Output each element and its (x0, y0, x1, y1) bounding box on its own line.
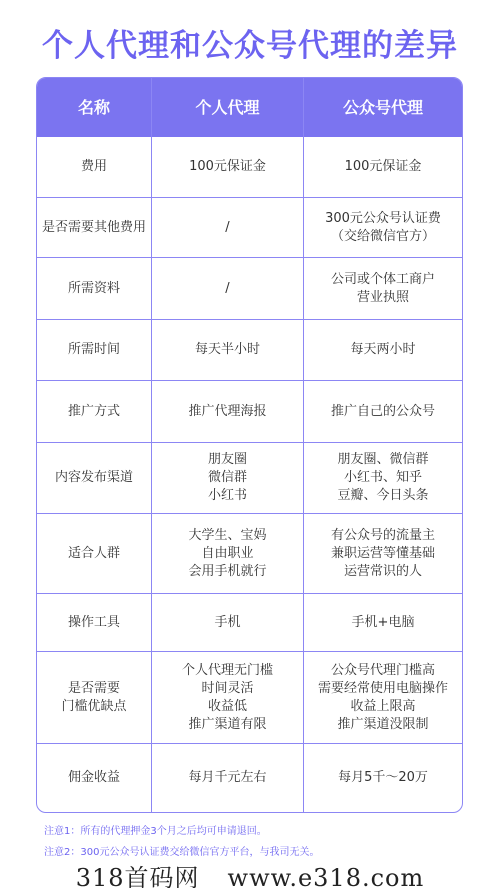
cell-line: 佣金收益 (67, 770, 120, 785)
cell-line: 费用 (80, 159, 107, 174)
official-account-agent-cell (304, 198, 462, 257)
cell-line: 300元公众号认证费 (325, 210, 441, 226)
page-title: 个人代理和公众号代理的差异 (42, 28, 458, 64)
cell-line: 操作工具 (67, 614, 120, 630)
table-row (37, 137, 462, 197)
official-account-agent-cell (304, 594, 462, 651)
row-label-cell (37, 320, 152, 380)
comparison-table (36, 77, 463, 813)
official-account-agent-cell (304, 137, 462, 197)
cell-line: 自由职业 (201, 545, 254, 561)
personal-agent-cell (152, 594, 304, 651)
official-account-agent-cell (304, 514, 462, 593)
row-label-cell (37, 258, 152, 319)
personal-agent-cell (152, 258, 304, 319)
cell-line: 手机 (214, 614, 241, 630)
watermark-left: 318首码网 (75, 864, 200, 888)
table-body (37, 137, 462, 812)
cell-line: 所需时间 (67, 342, 120, 357)
row-label-cell (37, 198, 152, 257)
row-label-cell (37, 137, 152, 197)
row-label-cell (37, 381, 152, 442)
cell-line: 是否需要其他费用 (41, 219, 146, 235)
table-row (37, 197, 462, 257)
cell-line: 朋友圈、微信群 (337, 452, 429, 467)
personal-agent-cell (152, 443, 304, 513)
table-row (37, 743, 462, 812)
cell-line: 100元保证金 (344, 159, 422, 174)
cell-line: 兼职运营等懂基础 (330, 545, 435, 561)
cell-line: 会用手机就行 (188, 563, 267, 579)
cell-line: 每月5千～20万 (338, 770, 428, 785)
cell-line: （交给微信官方） (330, 228, 435, 244)
personal-agent-cell (152, 137, 304, 197)
table-row (37, 319, 462, 380)
cell-line: 每月千元左右 (188, 770, 267, 785)
table-row (37, 380, 462, 442)
cell-line: / (225, 219, 230, 235)
personal-agent-cell (152, 652, 304, 743)
table-row (37, 442, 462, 513)
cell-line: 有公众号的流量主 (330, 527, 435, 543)
cell-line: 是否需要 (67, 680, 120, 696)
cell-line: 每天两小时 (350, 342, 416, 357)
cell-line: 推广渠道没限制 (337, 716, 429, 732)
table-row (37, 513, 462, 593)
official-account-agent-cell (304, 443, 462, 513)
row-label-cell (37, 514, 152, 593)
official-account-agent-cell (304, 381, 462, 442)
note-1: 注意1：所有的代理押金3个月之后均可申请退回。 (44, 826, 267, 837)
cell-line: 所需资料 (67, 280, 120, 296)
header-cell-official: 公众号代理 (342, 97, 423, 117)
official-account-agent-cell (304, 652, 462, 743)
personal-agent-cell (152, 381, 304, 442)
cell-line: 适合人群 (67, 545, 120, 561)
cell-line: 大学生、宝妈 (188, 527, 267, 543)
watermark-right: www.e318.com (227, 864, 425, 888)
table-row (37, 257, 462, 319)
header-cell-name: 名称 (37, 78, 152, 137)
cell-line: 手机+电脑 (351, 614, 415, 630)
official-account-agent-cell (304, 258, 462, 319)
cell-line: / (225, 280, 230, 296)
cell-line: 微信群 (207, 470, 247, 485)
cell-line: 门槛优缺点 (61, 698, 127, 714)
personal-agent-cell (152, 744, 304, 812)
cell-line: 公司或个体工商户 (330, 271, 435, 287)
table-row (37, 651, 462, 743)
personal-agent-cell (152, 198, 304, 257)
table-header-row (37, 78, 462, 137)
cell-line: 内容发布渠道 (54, 470, 133, 485)
cell-line: 豆瓣、今日头条 (337, 488, 429, 503)
official-account-agent-cell (304, 744, 462, 812)
cell-line: 100元保证金 (189, 159, 266, 174)
row-label-cell (37, 594, 152, 651)
watermark (0, 858, 500, 888)
row-label-cell (37, 744, 152, 812)
cell-line: 推广自己的公众号 (330, 403, 435, 419)
cell-line: 推广渠道有限 (188, 716, 267, 732)
cell-line: 个人代理无门槛 (181, 662, 273, 678)
official-account-agent-cell (304, 320, 462, 380)
cell-line: 运营常识的人 (343, 563, 422, 579)
cell-line: 推广代理海报 (188, 403, 267, 419)
cell-line: 收益低 (207, 698, 247, 714)
header-cell-personal: 个人代理 (152, 78, 304, 137)
row-label-cell (37, 443, 152, 513)
cell-line: 收益上限高 (350, 698, 416, 714)
row-label-cell (37, 652, 152, 743)
note-2: 注意2：300元公众号认证费交给微信官方平台，与我司无关。 (44, 847, 320, 858)
cell-line: 每天半小时 (194, 342, 260, 357)
cell-line: 时间灵活 (201, 680, 254, 696)
cell-line: 小红书、知乎 (343, 470, 422, 485)
personal-agent-cell (152, 320, 304, 380)
personal-agent-cell (152, 514, 304, 593)
cell-line: 营业执照 (356, 289, 409, 305)
cell-line: 需要经常使用电脑操作 (317, 680, 448, 696)
cell-line: 推广方式 (67, 403, 120, 419)
cell-line: 小红书 (207, 488, 247, 503)
table-row (37, 593, 462, 651)
cell-line: 公众号代理门槛高 (330, 662, 435, 678)
cell-line: 朋友圈 (207, 452, 247, 467)
